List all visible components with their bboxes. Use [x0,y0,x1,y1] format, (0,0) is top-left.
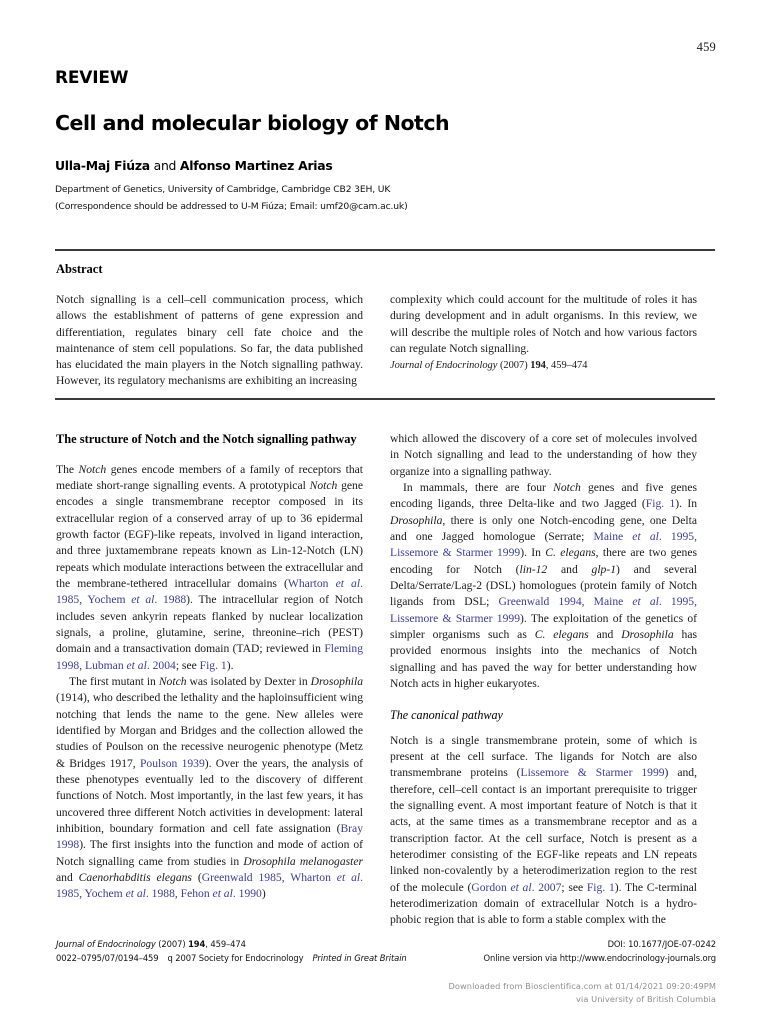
download-institution-line: via University of British Columbia [576,994,716,1004]
footer-journal-citation [56,938,246,952]
page-number: 459 [696,40,716,54]
author-affiliation: Department of Genetics, University of Cambridge, Cambridge CB2 3EH, UK [55,184,391,196]
citation-etal: et al [131,593,155,607]
author-secondary: Alfonso Martinez Arias [179,157,333,173]
divider-above-abstract [55,249,715,251]
footer-online-version-link[interactable]: Online version via http://www.endocrinology-journals.org [483,952,716,963]
text-run: gene encodes a single transmembrane receptor composed in its extracellular region of a conserved array of up to 36 epidermal growth factor (EGF)-like repeats, involved in ligand interaction, and three juxtamembrane repeats known as Lin-12-Notch (LN) repeats which modulate interactions between the extracellular and the membrane-tethered intracellular domains ( [56,478,363,590]
abstract-heading: Abstract [56,262,103,276]
footer-issn-copyright [56,952,407,966]
paragraph-left-1 [56,462,363,674]
author-primary: Ulla-Maj Fiúza [55,157,150,173]
citation-etal: et al [212,887,233,901]
species-name-italic: Drosophila [310,674,363,688]
text-run: and [588,628,622,642]
figure-reference-link[interactable]: Fig. 1 [645,497,676,511]
text-run: ; see [175,658,200,672]
text-run: ). The C-terminal heterodimerization domain of extracellular Notch is a hydro-phobic region that is able to form a stable complex with the [390,880,697,927]
abstract-column-right [390,292,697,374]
text-run: ). In [520,546,546,560]
gene-name-italic: glp-1 [591,562,617,576]
text-run: and [56,871,79,885]
footer-doi[interactable]: DOI: 10.1677/JOE-07-0242 [607,939,716,949]
citation-text: Gordon [471,880,511,894]
correspondence-note: (Correspondence should be addressed to U-M Fiúza; Email: umf20@cam.ac.uk) [55,200,408,212]
footer-printed-in: Printed in Great Britain [312,952,407,963]
citation-text: Maine [593,530,633,544]
footer-journal-year: (2007) [155,939,189,949]
citation-etal: et al [335,576,361,590]
text-run: ) and several Delta/Serrate/Lag-2 (DSL) homologues (protein family of Notch ligands from DSL; [390,562,697,609]
text-run: Notch is a single transmembrane protein, some of which is present at the cell surface. The ligands for Notch are also transmembrane proteins ( [390,733,697,780]
abstract-column-left [56,292,363,390]
author-list [55,159,715,173]
journal-pages: , 459–474 [545,360,588,372]
text-run: ; see [561,880,587,894]
citation-text: . 2004 [146,658,176,672]
citation-text: Fleming 1998, Lubman [56,642,363,672]
text-run: genes encode members of a family of receptors that mediate short-range signalling events. A prototypical [56,462,363,492]
divider-below-abstract [55,398,715,400]
figure-reference-link[interactable]: Fig. 1 [586,880,615,894]
gene-name-italic: Notch [158,674,187,688]
abstract-journal-citation [390,358,697,374]
text-run: ) [261,887,266,901]
species-name-italic: Drosophila [621,628,674,642]
citation-etal: et al [336,871,361,885]
gene-name-italic: Notch [309,478,338,492]
text-run: The first mutant in [69,674,159,688]
gene-name-italic: Notch [78,462,107,476]
footer-journal-pages: , 459–474 [205,939,246,949]
page-footer [56,938,716,965]
abstract-text-left: Notch signalling is a cell–cell communication process, which allows the establishment of patterns of gene expression and differentiation, regulates binary cell fate choice and the maintenance of stem cell populations. So far, the data published has elucidated the main players in the Notch signalling pathway. However, its regulatory mechanisms are exhibiting an increasing [56,293,363,388]
gene-name-italic: Notch [553,481,581,495]
journal-name: Journal of Endocrinology [390,360,498,372]
footer-journal-name: Journal of Endocrinology [56,939,156,949]
paragraph-right-1: which allowed the discovery of a core set of molecules involved in Notch signalling and lead to the understanding of how they organize into a signalling pathway. [390,432,697,478]
citation-etal: et al [632,595,659,609]
text-run: ). In [675,497,697,511]
paragraph-right-2 [390,480,697,692]
text-run: ). The first insights into the function and mode of action of Notch signalling came from studies in [56,838,363,868]
citation-link[interactable]: Bray 1998 [56,822,363,852]
text-run: has provided enormous insights into the mechanics of Notch signalling and has paved the way for better understanding how Notch acts in higher eukaryotes. [390,628,697,691]
article-title: Cell and molecular biology of Notch [55,111,450,135]
citation-etal: et al [125,887,146,901]
section-heading: The structure of Notch and the Notch signalling pathway [56,432,357,446]
citation-text: Greenwald 1994, Maine [498,595,633,609]
text-run: ). [226,658,234,672]
citation-text: . 1988, Fehon [145,887,213,901]
text-run: genes and five genes encoding ligands, three Delta-like and two Jagged ( [390,481,698,511]
citation-text: . 1985, Yochem [56,576,363,607]
abstract-text-right: complexity which could account for the multitude of roles it has during development and in adult organisms. In this review, we will describe the multiple roles of Notch and how various factors can regulate Notch signalling. [390,293,697,355]
text-run: ) and, therefore, cell–cell contact is an important prerequisite to trigger the signalling event. A most important feature of Notch is that it acts, at the same times as a transmembrane receptor and as a transcription factor. At the cell surface, Notch is present as a heterodimer consisting of the EGF-like repeats and LN repeats linked non-covalently by a heterodimerization region to the rest of the molecule ( [390,766,697,894]
footer-journal-volume: 194 [188,939,206,949]
footer-line-1 [56,938,716,952]
text-run: , there are two genes encoding for Notch ( [390,546,698,576]
download-source-line: Downloaded from Bioscientifica.com at 01/14/2021 09:20:49PM [448,981,716,991]
citation-text: . 1995, Lissemore & Starmer 1999 [390,530,697,560]
text-run: was isolated by Dexter in [186,674,311,688]
species-name-italic: C. elegans [534,628,589,642]
article-type-label: REVIEW [55,68,129,88]
citation-text: Wharton [287,576,336,590]
text-run: , there is only one Notch-encoding gene, one Delta and one Jagged homologue (Serrate; [390,513,697,544]
subsection-heading: The canonical pathway [390,707,503,722]
journal-year: (2007) [497,360,531,372]
text-run: ). The intracellular region of Notch includes seven ankyrin repeats flanked by nuclear localization signals, a proline, glutamine, serine, threonine–rich (PEST) domain and a transactivation domain (TAD; reviewed in [56,593,363,656]
citation-text: . 1985, Yochem [56,871,364,901]
gene-name-italic: lin-12 [519,562,548,576]
citation-etal: et al [632,530,659,544]
footer-line-2 [56,952,716,966]
citation-link[interactable] [471,881,561,894]
text-run: In mammals, there are four [403,481,554,495]
citation-etal: et al [510,880,532,894]
species-name-italic: Drosophila melanogaster [243,854,364,868]
citation-text: . 1990 [232,887,262,901]
download-watermark [296,980,716,1006]
text-run: (1914), who described the lethality and the haploinsufficient wing notching that lends the name to the gene. New alleles were identified by Morgan and Bridges and the collection allowed the studies of Poulson on the recessive neurogenic phenotype (Metz & Bridges 1917, [56,691,363,770]
author-conjunction: and [149,157,180,173]
body-column-left [56,431,363,903]
footer-issn: 0022–0795/07/0194–459 [56,952,159,963]
citation-text: . 2007 [531,880,562,894]
citation-etal: et al [126,658,147,672]
species-name-italic: Drosophila [390,513,443,527]
paragraph-right-3 [390,733,697,929]
text-run: ). Over the years, the analysis of these phenotypes eventually led to the discovery of different functions of Notch. Most importantly, in the last few years, it has uncovered three different Notch activities in development: lateral inhibition, boundary formation and cell fate assignation ( [56,756,363,836]
figure-reference-link[interactable]: Fig. 1 [199,658,227,672]
article-masthead [55,70,715,214]
text-run: ( [191,871,202,885]
species-name-italic: C. elegans [545,546,596,560]
body-column-right [390,431,697,929]
text-run: ). The exploitation of the genetics of simpler organisms such as [390,611,697,642]
citation-text: Greenwald 1985, Wharton [201,871,337,885]
species-name-italic: Caenorhabditis elegans [78,871,192,885]
citation-text: . 1995, Lissemore & Starmer 1999 [390,595,697,625]
text-run: and [547,562,592,576]
footer-copyright: q 2007 Society for Endocrinology [167,952,304,963]
paragraph-left-2 [56,674,363,903]
journal-volume: 194 [530,360,546,372]
citation-link[interactable]: Lissemore & Starmer 1999 [520,766,665,780]
citation-text: . 1988 [154,593,187,607]
citation-link[interactable]: Poulson 1939 [139,756,205,770]
text-run: The [56,462,79,476]
